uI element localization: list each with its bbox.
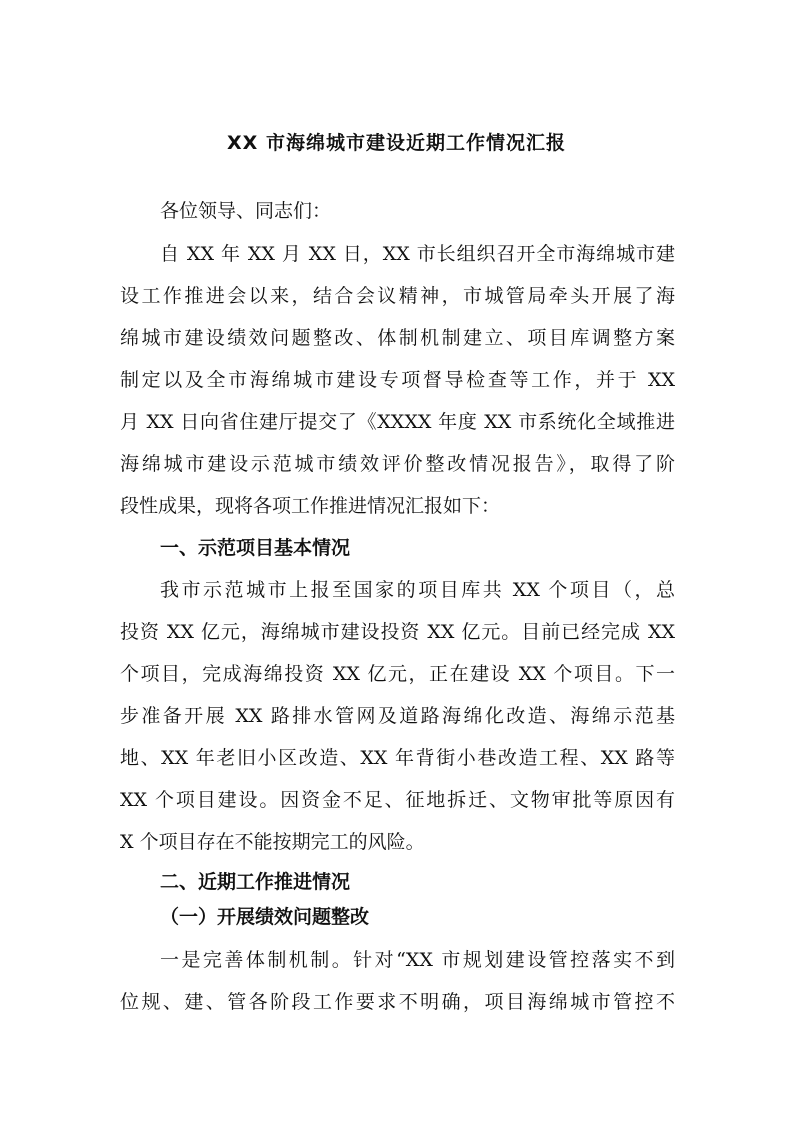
subsection-heading-1: （一）开展绩效问题整改 [160, 906, 370, 928]
paragraph-line: 一是完善体制机制。针对“XX 市规划建设管控落实不到 [160, 949, 675, 971]
document-title: XX 市海绵城市建设近期工作情况汇报 [227, 132, 566, 154]
paragraph-line: X 个项目存在不能按期完工的风险。 [120, 831, 425, 853]
paragraph-line: 自 XX 年 XX 月 XX 日，XX 市长组织召开全市海绵城市建 [160, 243, 675, 265]
section-heading-2: 二、近期工作推进情况 [160, 871, 351, 893]
paragraph-line: XX 个项目建设。因资金不足、征地拆迁、文物审批等原因有 [120, 789, 675, 811]
salutation-block [120, 190, 675, 232]
paragraph-mechanism [120, 939, 675, 1023]
paragraph-line: 位规、建、管各阶段工作要求不明确，项目海绵城市管控不 [120, 991, 675, 1013]
paragraph-line: 投资 XX 亿元，海绵城市建设投资 XX 亿元。目前已经完成 XX [120, 621, 675, 643]
paragraph-line: 海绵城市建设示范城市绩效评价整改情况报告》，取得了阶 [120, 453, 675, 475]
paragraph-line: 设工作推进会以来，结合会议精神，市城管局牵头开展了海 [120, 285, 675, 307]
paragraph-line: 制定以及全市海绵城市建设专项督导检查等工作，并于 XX [120, 369, 675, 391]
paragraph-line: 月 XX 日向省住建厅提交了《XXXX 年度 XX 市系统化全域推进 [120, 411, 675, 433]
paragraph-line: 绵城市建设绩效问题整改、体制机制建立、项目库调整方案 [120, 327, 675, 349]
paragraph-line: 段性成果，现将各项工作推进情况汇报如下： [120, 495, 501, 517]
paragraph-intro [120, 233, 675, 527]
paragraph-line: 个项目，完成海绵投资 XX 亿元，正在建设 XX 个项目。下一 [120, 663, 675, 685]
salutation: 各位领导、同志们： [160, 200, 332, 222]
paragraph-line: 步准备开展 XX 路排水管网及道路海绵化改造、海绵示范基 [120, 705, 675, 727]
section-heading-1: 一、示范项目基本情况 [160, 537, 351, 559]
paragraph-projects [120, 569, 675, 863]
paragraph-line: 地、XX 年老旧小区改造、XX 年背街小巷改造工程、XX 路等 [120, 747, 675, 769]
paragraph-line: 我市示范城市上报至国家的项目库共 XX 个项目（，总 [160, 579, 675, 601]
